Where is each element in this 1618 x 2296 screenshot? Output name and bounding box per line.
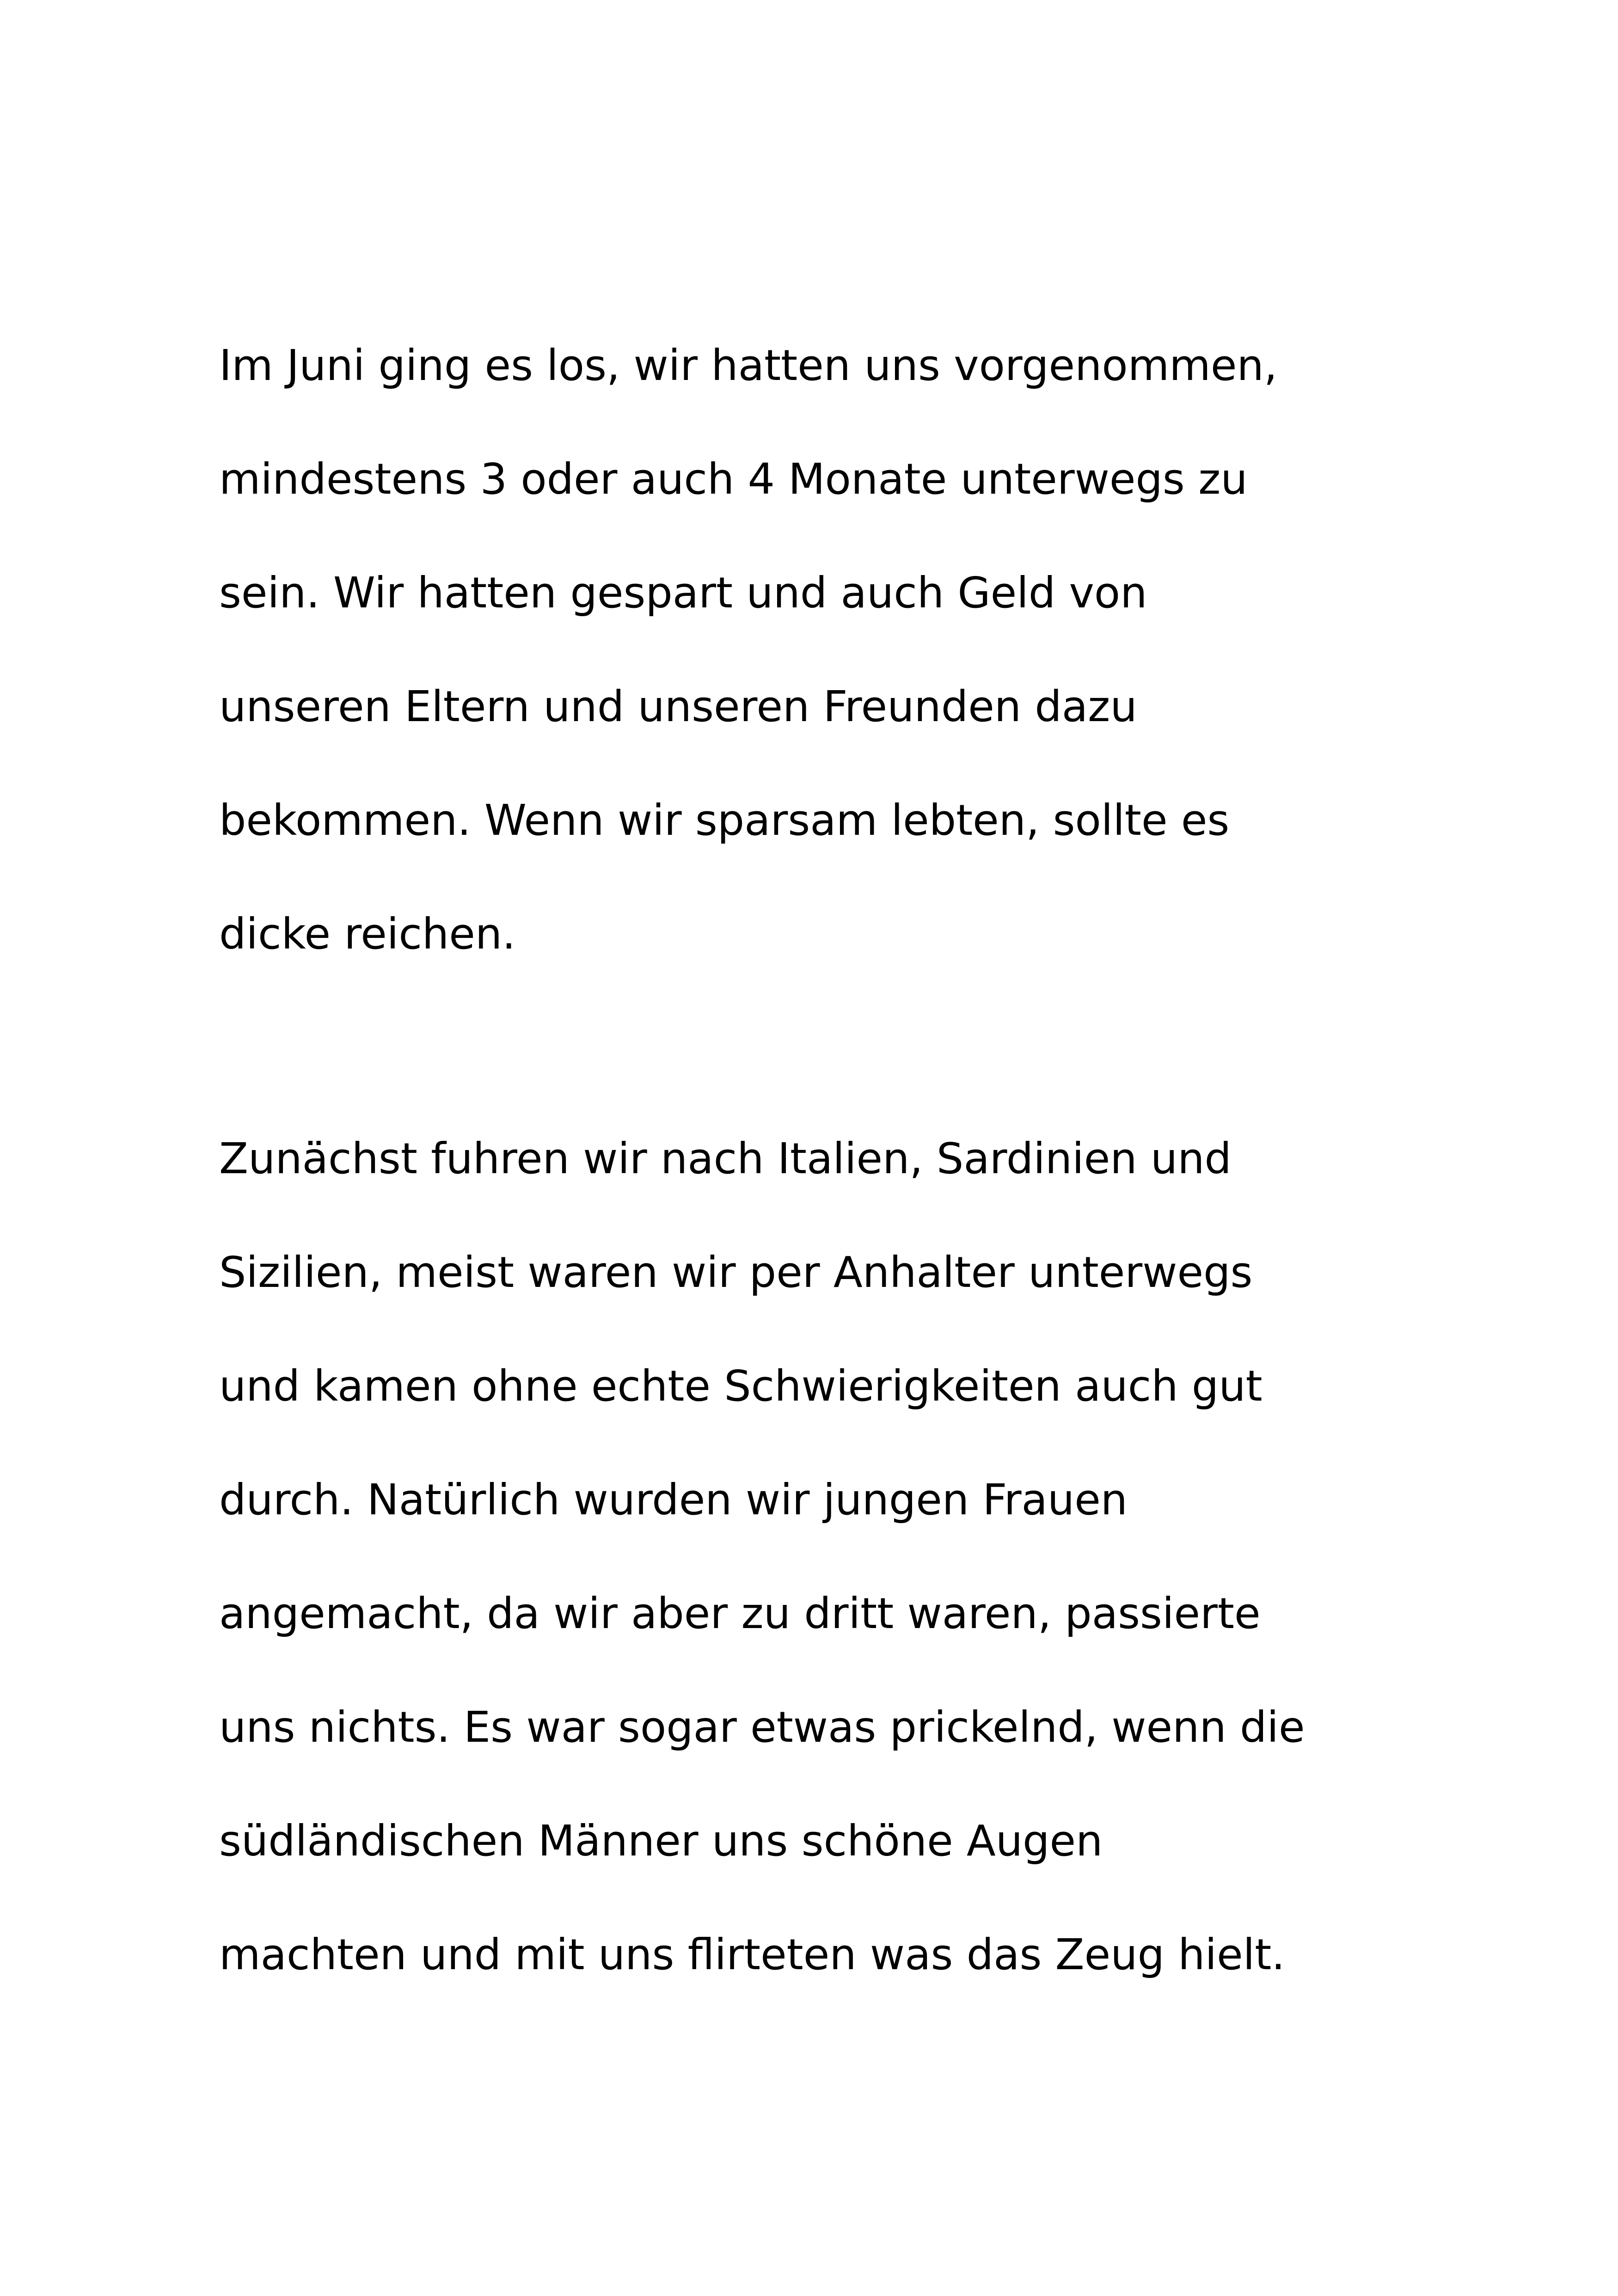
- text-line: Sizilien, meist waren wir per Anhalter unterwegs: [219, 1248, 1253, 1297]
- text-line: durch. Natürlich wurden wir jungen Frauen: [219, 1475, 1128, 1525]
- text-line: mindestens 3 oder auch 4 Monate unterwegs zu: [219, 454, 1248, 504]
- text-line: unseren Eltern und unseren Freunden dazu: [219, 682, 1137, 731]
- paragraph-2: [219, 1102, 1467, 2012]
- text-line: Zunächst fuhren wir nach Italien, Sardinien und: [219, 1134, 1232, 1183]
- text-line: machten und mit uns flirteten was das Zeug hielt.: [219, 1930, 1285, 1979]
- text-line: dicke reichen.: [219, 909, 516, 959]
- text-line: bekommen. Wenn wir sparsam lebten, sollte es: [219, 796, 1230, 845]
- text-line: uns nichts. Es war sogar etwas prickelnd, wenn die: [219, 1702, 1305, 1752]
- paragraph-1: [219, 309, 1467, 991]
- text-line: südländischen Männer uns schöne Augen: [219, 1816, 1103, 1866]
- text-line: sein. Wir hatten gespart und auch Geld von: [219, 568, 1147, 618]
- text-line: und kamen ohne echte Schwierigkeiten auch gut: [219, 1361, 1263, 1411]
- text-line: Im Juni ging es los, wir hatten uns vorgenommen,: [219, 341, 1278, 390]
- text-line: angemacht, da wir aber zu dritt waren, passierte: [219, 1589, 1261, 1638]
